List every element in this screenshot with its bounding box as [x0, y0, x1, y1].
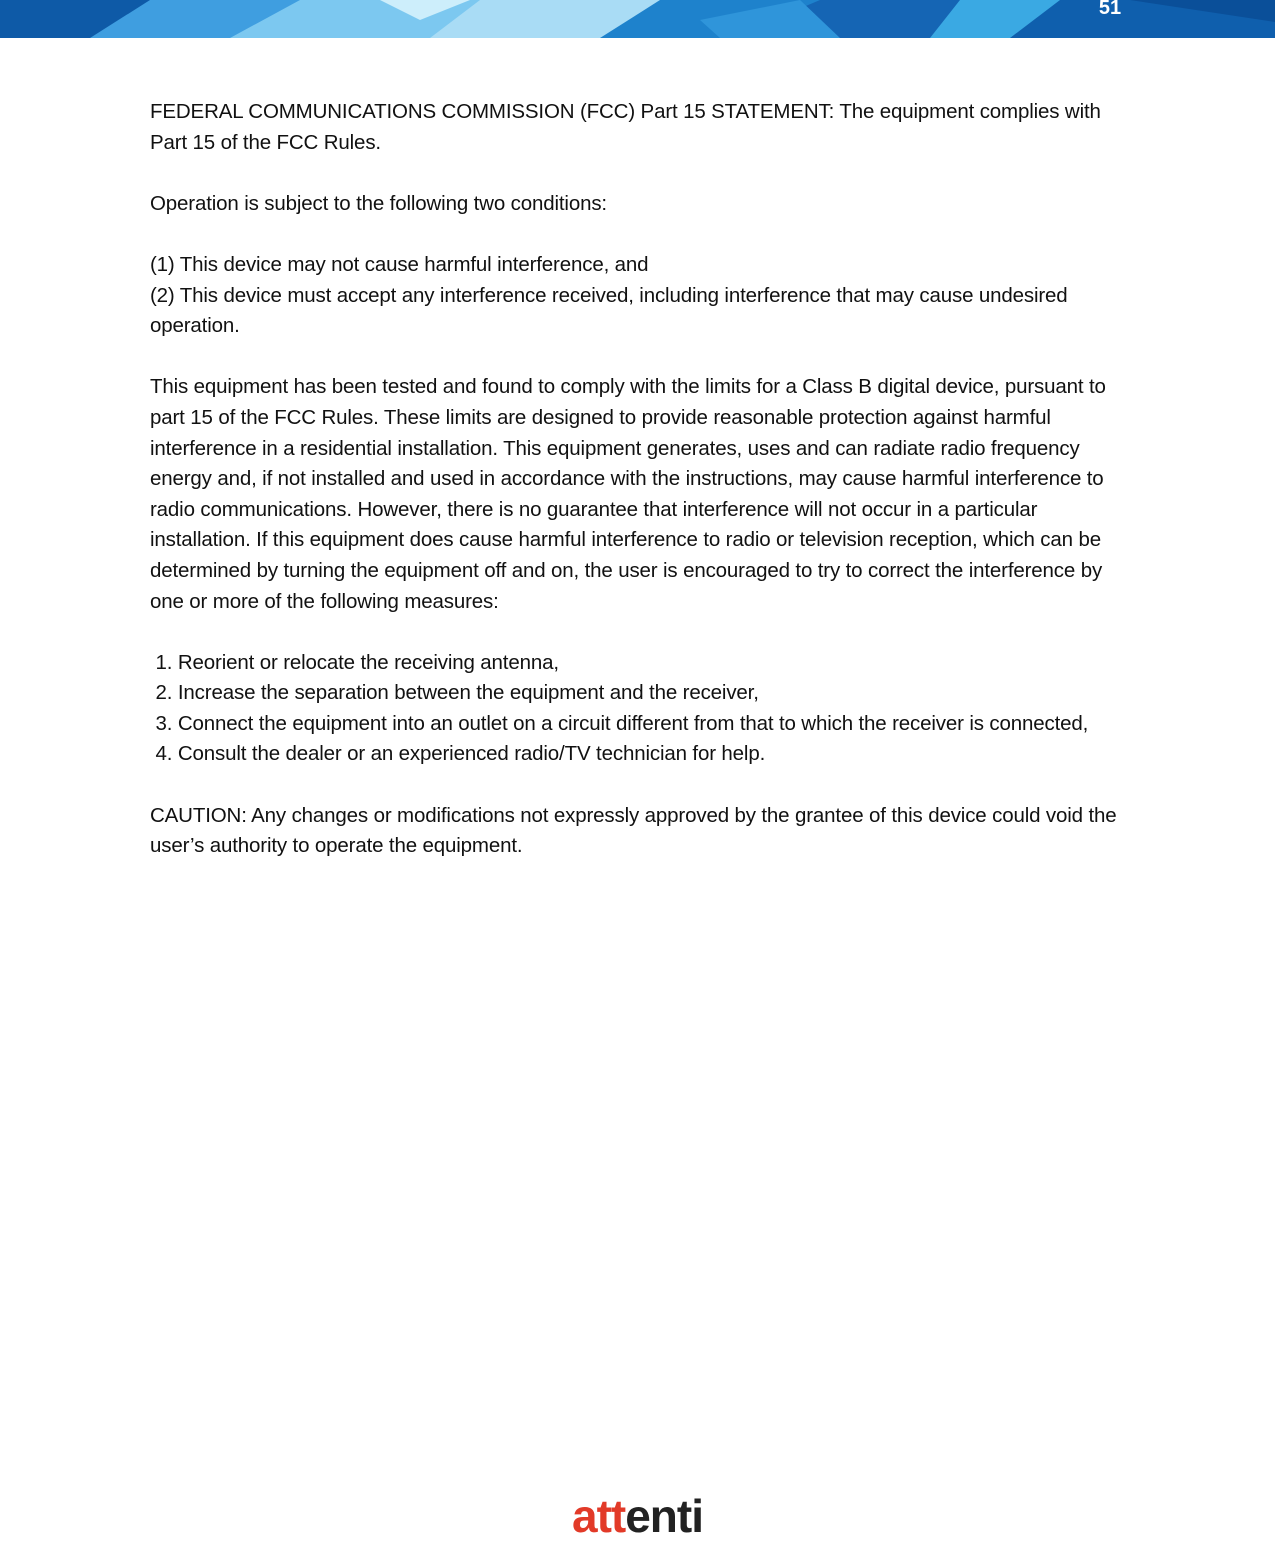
spacer: [150, 219, 1135, 250]
condition-2: (2) This device must accept any interference received, including interference that may cause undesired operation.: [150, 283, 1068, 338]
measure-4: 4. Consult the dealer or an experienced radio/TV technician for help.: [150, 742, 766, 766]
document-body: [150, 97, 1135, 862]
logo-part-1: a: [571, 1490, 597, 1542]
page-number: 51: [1098, 0, 1122, 19]
class-b-paragraph: This equipment has been tested and found to comply with the limits for a Class B digital device, pursuant to part 15 of the FCC Rules. These limits are designed to provide reasonable protection against harmful interference in a residential installation. This equipment generates, uses and can radiate radio frequency energy and, if not installed and used in accordance with the instructions, may cause harmful interference to radio communications. However, there is no guarantee that interference will not occur in a particular installation. If this equipment does cause harmful interference to radio or television reception, which can be determined by turning the equipment off and on, the user is encouraged to try to correct the interference by one or more of the following measures:: [150, 375, 1106, 613]
logo-wordmark: [572, 1490, 703, 1542]
spacer: [150, 342, 1135, 373]
conditions-intro-paragraph: Operation is subject to the following two conditions:: [150, 191, 607, 215]
spacer: [150, 158, 1135, 189]
spacer: [150, 770, 1135, 801]
measure-2: 2. Increase the separation between the equipment and the receiver,: [150, 681, 759, 705]
fcc-statement-paragraph: FEDERAL COMMUNICATIONS COMMISSION (FCC) Part 15 STATEMENT: The equipment complies with Part 15 of the FCC Rules.: [150, 100, 1101, 154]
logo-part-2: tt: [596, 1490, 626, 1542]
spacer: [150, 617, 1135, 648]
condition-1: (1) This device may not cause harmful interference, and: [150, 252, 649, 276]
caution-paragraph: CAUTION: Any changes or modifications not expressly approved by the grantee of this device could void the user’s authority to operate the equipment.: [150, 803, 1117, 858]
attenti-logo: [0, 1490, 1275, 1542]
logo-part-3: enti: [625, 1490, 703, 1542]
measure-1: 1. Reorient or relocate the receiving antenna,: [150, 650, 559, 674]
header-banner-graphic: [0, 0, 1275, 38]
header-banner: [0, 0, 1275, 38]
measure-3: 3. Connect the equipment into an outlet on a circuit different from that to which the receiver is connected,: [150, 711, 1089, 735]
